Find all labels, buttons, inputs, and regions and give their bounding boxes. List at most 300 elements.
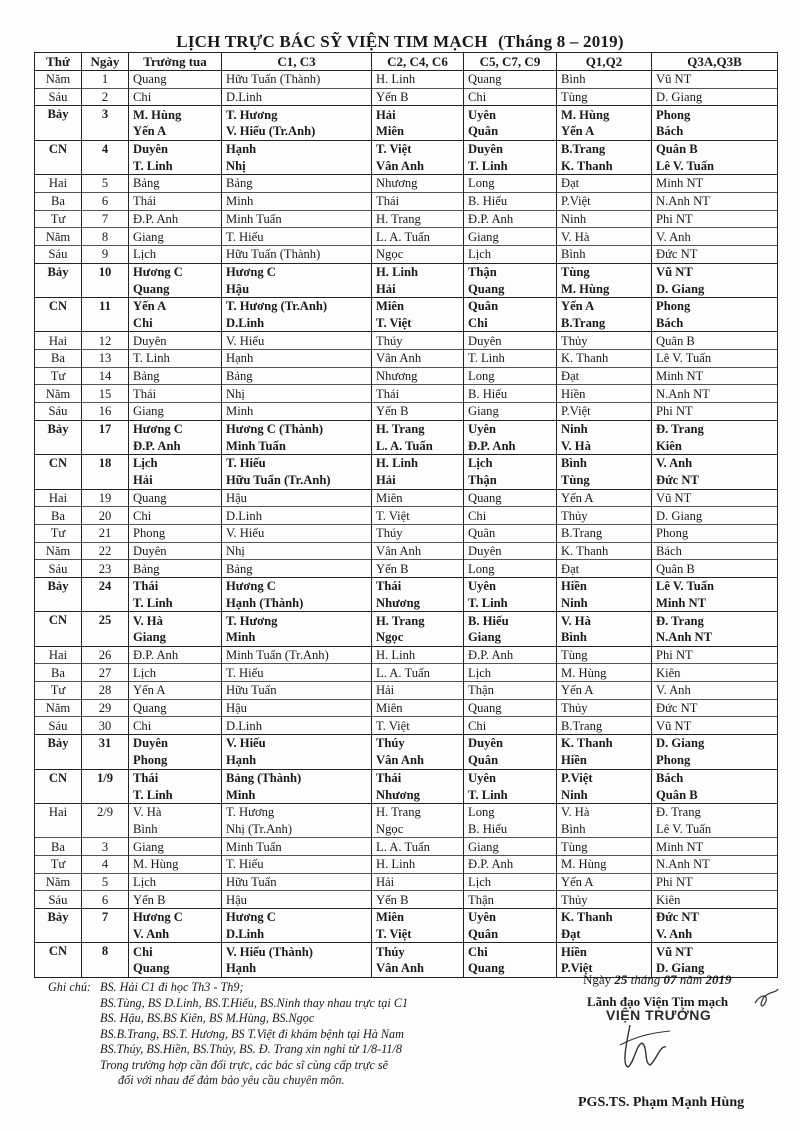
c2-c4-c6-cell: Ngọc: [372, 245, 464, 263]
c2-c4-c6-cell: Miên: [372, 297, 464, 314]
q1-q2-cell: Tùng: [557, 838, 652, 856]
c5-c7-c9-cell: T. Linh: [464, 595, 557, 612]
c2-c4-c6-cell: Hải: [372, 682, 464, 700]
c5-c7-c9-cell: Duyên: [464, 140, 557, 157]
date-cell: 4: [82, 140, 129, 157]
date-cell: 30: [82, 717, 129, 735]
shift-lead-cell: Thái: [129, 385, 222, 403]
q3a-q3b-cell: N.Anh NT: [652, 629, 778, 646]
date-cell: 21: [82, 524, 129, 542]
q3a-q3b-cell: Bách: [652, 769, 778, 786]
c5-c7-c9-cell: Thận: [464, 472, 557, 489]
weekday-cell: Bảy: [35, 909, 82, 926]
c2-c4-c6-cell: L. A. Tuấn: [372, 838, 464, 856]
c1-c3-cell: Minh Tuấn (Tr.Anh): [222, 646, 372, 664]
c2-c4-c6-cell: Vân Anh: [372, 157, 464, 174]
c1-c3-cell: Hữu Tuấn: [222, 682, 372, 700]
table-row: [35, 699, 778, 717]
date-cell: 1: [82, 71, 129, 89]
table-row: [35, 542, 778, 560]
date-prefix: Ngày: [583, 972, 612, 987]
weekday-cell: CN: [35, 943, 82, 960]
header-c1-c3: C1, C3: [222, 53, 372, 71]
q1-q2-cell: P.Việt: [557, 403, 652, 421]
table-row: [35, 332, 778, 350]
c2-c4-c6-cell: Yến B: [372, 88, 464, 106]
date-cell: 15: [82, 385, 129, 403]
q3a-q3b-cell: Vũ NT: [652, 717, 778, 735]
c5-c7-c9-cell: Chi: [464, 507, 557, 525]
weekday-cell: Hai: [35, 803, 82, 820]
q3a-q3b-cell: D. Giang: [652, 88, 778, 106]
q3a-q3b-cell: Minh NT: [652, 367, 778, 385]
c2-c4-c6-cell: T. Việt: [372, 507, 464, 525]
weekday-cell: Tư: [35, 210, 82, 228]
c5-c7-c9-cell: Quang: [464, 960, 557, 977]
c1-c3-cell: Minh: [222, 403, 372, 421]
shift-lead-cell: Quang: [129, 699, 222, 717]
q1-q2-cell: K. Thanh: [557, 542, 652, 560]
q1-q2-cell: Hiền: [557, 385, 652, 403]
shift-lead-cell: Quang: [129, 489, 222, 507]
q3a-q3b-cell: N.Anh NT: [652, 385, 778, 403]
shift-lead-cell: Đ.P. Anh: [129, 210, 222, 228]
c5-c7-c9-cell: Long: [464, 803, 557, 820]
table-row: [35, 838, 778, 856]
date-cell: 3: [82, 106, 129, 123]
q3a-q3b-cell: Quân B: [652, 140, 778, 157]
q1-q2-cell: B.Trang: [557, 315, 652, 332]
q1-q2-cell: Hiền: [557, 943, 652, 960]
c5-c7-c9-cell: Chi: [464, 315, 557, 332]
shift-lead-cell: Chi: [129, 507, 222, 525]
table-row: [35, 350, 778, 368]
c2-c4-c6-cell: Ngọc: [372, 821, 464, 838]
q3a-q3b-cell: Bách: [652, 315, 778, 332]
c1-c3-cell: T. Hiếu: [222, 664, 372, 682]
q3a-q3b-cell: Phi NT: [652, 210, 778, 228]
q1-q2-cell: Yến A: [557, 873, 652, 891]
note-line: đổi với nhau để đảm bảo yêu cầu chuyên môn.: [118, 1073, 345, 1087]
weekday-cell: Sáu: [35, 717, 82, 735]
date-cell: 6: [82, 891, 129, 909]
table-row: [35, 140, 778, 157]
c5-c7-c9-cell: Long: [464, 367, 557, 385]
c1-c3-cell: Minh Tuấn: [222, 210, 372, 228]
q1-q2-cell: Thủy: [557, 507, 652, 525]
q3a-q3b-cell: Vũ NT: [652, 489, 778, 507]
c5-c7-c9-cell: Thận: [464, 891, 557, 909]
c5-c7-c9-cell: Đ.P. Anh: [464, 855, 557, 873]
c2-c4-c6-cell: Hải: [372, 873, 464, 891]
q1-q2-cell: Bình: [557, 71, 652, 89]
shift-lead-cell: Yến A: [129, 123, 222, 140]
q3a-q3b-cell: D. Giang: [652, 507, 778, 525]
date-cell: [82, 752, 129, 769]
table-row: [35, 786, 778, 803]
c2-c4-c6-cell: H. Trang: [372, 420, 464, 437]
shift-lead-cell: Duyên: [129, 735, 222, 752]
q3a-q3b-cell: N.Anh NT: [652, 192, 778, 210]
shift-lead-cell: Bảng: [129, 367, 222, 385]
table-row: [35, 297, 778, 314]
q1-q2-cell: Thủy: [557, 699, 652, 717]
weekday-cell: Hai: [35, 646, 82, 664]
date-cell: 5: [82, 175, 129, 193]
shift-lead-cell: T. Linh: [129, 595, 222, 612]
table-row: [35, 752, 778, 769]
shift-lead-cell: Chi: [129, 315, 222, 332]
c1-c3-cell: Nhị: [222, 385, 372, 403]
date-cell: 24: [82, 577, 129, 594]
weekday-cell: Sáu: [35, 891, 82, 909]
c1-c3-cell: V. Hiếu (Thành): [222, 943, 372, 960]
c5-c7-c9-cell: Quân: [464, 123, 557, 140]
note-line: BS. Hậu, BS.BS Kiên, BS M.Hùng, BS.Ngọc: [100, 1011, 315, 1025]
q1-q2-cell: Tùng: [557, 472, 652, 489]
q3a-q3b-cell: Minh NT: [652, 838, 778, 856]
q1-q2-cell: Tùng: [557, 646, 652, 664]
q1-q2-cell: K. Thanh: [557, 909, 652, 926]
c1-c3-cell: Minh Tuấn: [222, 437, 372, 454]
shift-lead-cell: Thái: [129, 769, 222, 786]
c2-c4-c6-cell: Yến B: [372, 891, 464, 909]
q3a-q3b-cell: Đ. Trang: [652, 420, 778, 437]
date-year: 2019: [705, 972, 732, 987]
q1-q2-cell: Yến A: [557, 297, 652, 314]
table-row: [35, 664, 778, 682]
weekday-cell: Sáu: [35, 88, 82, 106]
weekday-cell: Năm: [35, 542, 82, 560]
c5-c7-c9-cell: Giang: [464, 629, 557, 646]
c5-c7-c9-cell: Quang: [464, 280, 557, 297]
date-year-word: năm: [679, 972, 703, 987]
weekday-cell: Tư: [35, 524, 82, 542]
c2-c4-c6-cell: L. A. Tuấn: [372, 228, 464, 246]
weekday-cell: CN: [35, 769, 82, 786]
c2-c4-c6-cell: H. Trang: [372, 210, 464, 228]
table-row: [35, 263, 778, 280]
c1-c3-cell: Hạnh (Thành): [222, 595, 372, 612]
q3a-q3b-cell: D. Giang: [652, 735, 778, 752]
c1-c3-cell: T. Hiếu: [222, 455, 372, 472]
q1-q2-cell: B.Trang: [557, 524, 652, 542]
c5-c7-c9-cell: T. Linh: [464, 157, 557, 174]
table-row: [35, 71, 778, 89]
c1-c3-cell: T. Hiếu: [222, 228, 372, 246]
date-cell: 6: [82, 192, 129, 210]
c2-c4-c6-cell: Nhương: [372, 786, 464, 803]
q1-q2-cell: Ninh: [557, 786, 652, 803]
date-cell: [82, 629, 129, 646]
c2-c4-c6-cell: Vân Anh: [372, 960, 464, 977]
date-cell: [82, 123, 129, 140]
table-row: [35, 943, 778, 960]
q3a-q3b-cell: V. Anh: [652, 228, 778, 246]
c1-c3-cell: T. Hương (Tr.Anh): [222, 297, 372, 314]
weekday-cell: [35, 926, 82, 943]
q1-q2-cell: Thủy: [557, 891, 652, 909]
shift-lead-cell: M. Hùng: [129, 106, 222, 123]
c1-c3-cell: T. Hương: [222, 803, 372, 820]
c5-c7-c9-cell: Lịch: [464, 245, 557, 263]
q3a-q3b-cell: Vũ NT: [652, 263, 778, 280]
table-row: [35, 891, 778, 909]
date-day: 25: [614, 972, 628, 987]
q3a-q3b-cell: Đức NT: [652, 245, 778, 263]
weekday-cell: CN: [35, 297, 82, 314]
weekday-cell: Ba: [35, 350, 82, 368]
table-row: [35, 855, 778, 873]
weekday-cell: [35, 629, 82, 646]
date-cell: [82, 315, 129, 332]
q3a-q3b-cell: V. Anh: [652, 926, 778, 943]
c1-c3-cell: T. Hiếu: [222, 855, 372, 873]
c2-c4-c6-cell: Miên: [372, 909, 464, 926]
c2-c4-c6-cell: L. A. Tuấn: [372, 437, 464, 454]
weekday-cell: Bảy: [35, 263, 82, 280]
q3a-q3b-cell: Phi NT: [652, 403, 778, 421]
c5-c7-c9-cell: Quân: [464, 524, 557, 542]
c5-c7-c9-cell: Uyên: [464, 577, 557, 594]
weekday-cell: [35, 315, 82, 332]
c2-c4-c6-cell: Vân Anh: [372, 350, 464, 368]
c1-c3-cell: Hậu: [222, 699, 372, 717]
table-row: [35, 909, 778, 926]
weekday-cell: Bảy: [35, 420, 82, 437]
c5-c7-c9-cell: Lịch: [464, 873, 557, 891]
q1-q2-cell: Yến A: [557, 123, 652, 140]
shift-lead-cell: Giang: [129, 228, 222, 246]
date-cell: [82, 960, 129, 977]
table-row: [35, 245, 778, 263]
c1-c3-cell: T. Hương: [222, 612, 372, 629]
q1-q2-cell: Ninh: [557, 420, 652, 437]
c5-c7-c9-cell: Giang: [464, 228, 557, 246]
q3a-q3b-cell: Vũ NT: [652, 943, 778, 960]
date-cell: [82, 821, 129, 838]
shift-lead-cell: T. Linh: [129, 350, 222, 368]
shift-lead-cell: Quang: [129, 280, 222, 297]
weekday-cell: Tư: [35, 367, 82, 385]
shift-lead-cell: V. Hà: [129, 612, 222, 629]
c1-c3-cell: Minh: [222, 786, 372, 803]
table-row: [35, 385, 778, 403]
c2-c4-c6-cell: H. Linh: [372, 263, 464, 280]
shift-lead-cell: Hải: [129, 472, 222, 489]
c5-c7-c9-cell: Duyên: [464, 542, 557, 560]
q3a-q3b-cell: Đ. Trang: [652, 612, 778, 629]
c1-c3-cell: T. Hương: [222, 106, 372, 123]
c1-c3-cell: Hương C (Thành): [222, 420, 372, 437]
c5-c7-c9-cell: T. Linh: [464, 786, 557, 803]
date-cell: 22: [82, 542, 129, 560]
q3a-q3b-cell: V. Anh: [652, 455, 778, 472]
q1-q2-cell: M. Hùng: [557, 855, 652, 873]
c2-c4-c6-cell: Nhương: [372, 367, 464, 385]
weekday-cell: Tư: [35, 682, 82, 700]
c2-c4-c6-cell: Hải: [372, 280, 464, 297]
date-cell: 7: [82, 210, 129, 228]
table-row: [35, 926, 778, 943]
c5-c7-c9-cell: Uyên: [464, 769, 557, 786]
header-c2-c4-c6: C2, C4, C6: [372, 53, 464, 71]
c5-c7-c9-cell: Long: [464, 175, 557, 193]
handwritten-signature: [600, 985, 780, 1075]
c1-c3-cell: V. Hiếu (Tr.Anh): [222, 123, 372, 140]
date-cell: 4: [82, 855, 129, 873]
shift-lead-cell: Lịch: [129, 455, 222, 472]
q1-q2-cell: M. Hùng: [557, 280, 652, 297]
q1-q2-cell: B.Trang: [557, 140, 652, 157]
q3a-q3b-cell: Kiên: [652, 891, 778, 909]
date-cell: 23: [82, 560, 129, 578]
weekday-cell: Năm: [35, 699, 82, 717]
q1-q2-cell: Hiền: [557, 752, 652, 769]
weekday-cell: Hai: [35, 175, 82, 193]
table-row: [35, 821, 778, 838]
signature-title: VIỆN TRƯỞNG: [606, 1007, 712, 1023]
shift-lead-cell: Phong: [129, 752, 222, 769]
q1-q2-cell: Yến A: [557, 682, 652, 700]
weekday-cell: Bảy: [35, 735, 82, 752]
table-row: [35, 88, 778, 106]
shift-lead-cell: Duyên: [129, 140, 222, 157]
q3a-q3b-cell: Lê V. Tuấn: [652, 821, 778, 838]
weekday-cell: Năm: [35, 71, 82, 89]
c2-c4-c6-cell: T. Việt: [372, 926, 464, 943]
c5-c7-c9-cell: Quang: [464, 699, 557, 717]
signer-name: PGS.TS. Phạm Mạnh Hùng: [578, 1095, 745, 1110]
notes-label: Ghi chú:: [48, 980, 91, 994]
table-row: [35, 735, 778, 752]
shift-lead-cell: Hương C: [129, 263, 222, 280]
date-cell: 12: [82, 332, 129, 350]
shift-lead-cell: T. Linh: [129, 786, 222, 803]
table-row: [35, 489, 778, 507]
c5-c7-c9-cell: Đ.P. Anh: [464, 646, 557, 664]
c1-c3-cell: Hậu: [222, 489, 372, 507]
note-line: BS.Thúy, BS.Hiền, BS.Thủy, BS. Đ. Trang xin nghỉ từ 1/8-11/8: [100, 1042, 402, 1056]
shift-lead-cell: Phong: [129, 524, 222, 542]
date-cell: [82, 472, 129, 489]
q1-q2-cell: V. Hà: [557, 228, 652, 246]
c5-c7-c9-cell: Thận: [464, 263, 557, 280]
weekday-cell: [35, 280, 82, 297]
q1-q2-cell: Bình: [557, 455, 652, 472]
q1-q2-cell: P.Việt: [557, 960, 652, 977]
q3a-q3b-cell: Kiên: [652, 437, 778, 454]
q3a-q3b-cell: Đức NT: [652, 472, 778, 489]
c1-c3-cell: D.Linh: [222, 315, 372, 332]
c5-c7-c9-cell: Uyên: [464, 106, 557, 123]
q1-q2-cell: P.Việt: [557, 769, 652, 786]
date-cell: [82, 595, 129, 612]
q1-q2-cell: V. Hà: [557, 612, 652, 629]
weekday-cell: [35, 786, 82, 803]
c2-c4-c6-cell: Thúy: [372, 943, 464, 960]
c2-c4-c6-cell: L. A. Tuấn: [372, 664, 464, 682]
c5-c7-c9-cell: Giang: [464, 403, 557, 421]
table-row: [35, 228, 778, 246]
q1-q2-cell: M. Hùng: [557, 664, 652, 682]
date-cell: 2: [82, 88, 129, 106]
q1-q2-cell: Tùng: [557, 263, 652, 280]
header-shift-lead: Trưởng tua: [129, 53, 222, 71]
shift-lead-cell: Chi: [129, 943, 222, 960]
c1-c3-cell: Hậu: [222, 891, 372, 909]
date-month-word: tháng: [630, 972, 661, 987]
date-cell: 25: [82, 612, 129, 629]
table-row: [35, 769, 778, 786]
note-line: BS.B.Trang, BS.T. Hương, BS T.Việt đi khám bệnh tại Hà Nam: [100, 1026, 404, 1041]
c5-c7-c9-cell: Duyên: [464, 735, 557, 752]
date-cell: 17: [82, 420, 129, 437]
date-cell: [82, 786, 129, 803]
q3a-q3b-cell: Quân B: [652, 786, 778, 803]
q1-q2-cell: V. Hà: [557, 437, 652, 454]
weekday-cell: Năm: [35, 873, 82, 891]
c2-c4-c6-cell: Thái: [372, 192, 464, 210]
q1-q2-cell: Bình: [557, 821, 652, 838]
table-row: [35, 455, 778, 472]
c2-c4-c6-cell: H. Linh: [372, 855, 464, 873]
c1-c3-cell: Hữu Tuấn (Tr.Anh): [222, 472, 372, 489]
date-cell: 3: [82, 838, 129, 856]
c2-c4-c6-cell: Nhương: [372, 595, 464, 612]
q1-q2-cell: Bình: [557, 629, 652, 646]
c1-c3-cell: Minh Tuấn: [222, 838, 372, 856]
c5-c7-c9-cell: Quân: [464, 297, 557, 314]
shift-lead-cell: Hương C: [129, 909, 222, 926]
table-row: [35, 175, 778, 193]
q3a-q3b-cell: Phong: [652, 524, 778, 542]
date-cell: 26: [82, 646, 129, 664]
c5-c7-c9-cell: Long: [464, 560, 557, 578]
c1-c3-cell: D.Linh: [222, 88, 372, 106]
c1-c3-cell: D.Linh: [222, 717, 372, 735]
q3a-q3b-cell: Lê V. Tuấn: [652, 157, 778, 174]
c5-c7-c9-cell: Quang: [464, 71, 557, 89]
c1-c3-cell: Hạnh: [222, 960, 372, 977]
table-row: [35, 403, 778, 421]
table-row: [35, 629, 778, 646]
c2-c4-c6-cell: H. Linh: [372, 455, 464, 472]
c2-c4-c6-cell: Vân Anh: [372, 752, 464, 769]
q3a-q3b-cell: Quân B: [652, 332, 778, 350]
date-cell: 1/9: [82, 769, 129, 786]
c5-c7-c9-cell: Lịch: [464, 455, 557, 472]
weekday-cell: [35, 472, 82, 489]
q1-q2-cell: M. Hùng: [557, 106, 652, 123]
header-q3a-q3b: Q3A,Q3B: [652, 53, 778, 71]
table-row: [35, 873, 778, 891]
header-c5-c7-c9: C5, C7, C9: [464, 53, 557, 71]
c5-c7-c9-cell: T. Linh: [464, 350, 557, 368]
table-row: [35, 646, 778, 664]
c5-c7-c9-cell: Đ.P. Anh: [464, 210, 557, 228]
c5-c7-c9-cell: B. Hiếu: [464, 385, 557, 403]
shift-lead-cell: Đ.P. Anh: [129, 646, 222, 664]
c5-c7-c9-cell: B. Hiếu: [464, 612, 557, 629]
c2-c4-c6-cell: H. Trang: [372, 803, 464, 820]
c1-c3-cell: V. Hiếu: [222, 735, 372, 752]
c2-c4-c6-cell: Nhương: [372, 175, 464, 193]
q3a-q3b-cell: Bách: [652, 542, 778, 560]
shift-lead-cell: Đ.P. Anh: [129, 437, 222, 454]
shift-lead-cell: M. Hùng: [129, 855, 222, 873]
c5-c7-c9-cell: Đ.P. Anh: [464, 437, 557, 454]
